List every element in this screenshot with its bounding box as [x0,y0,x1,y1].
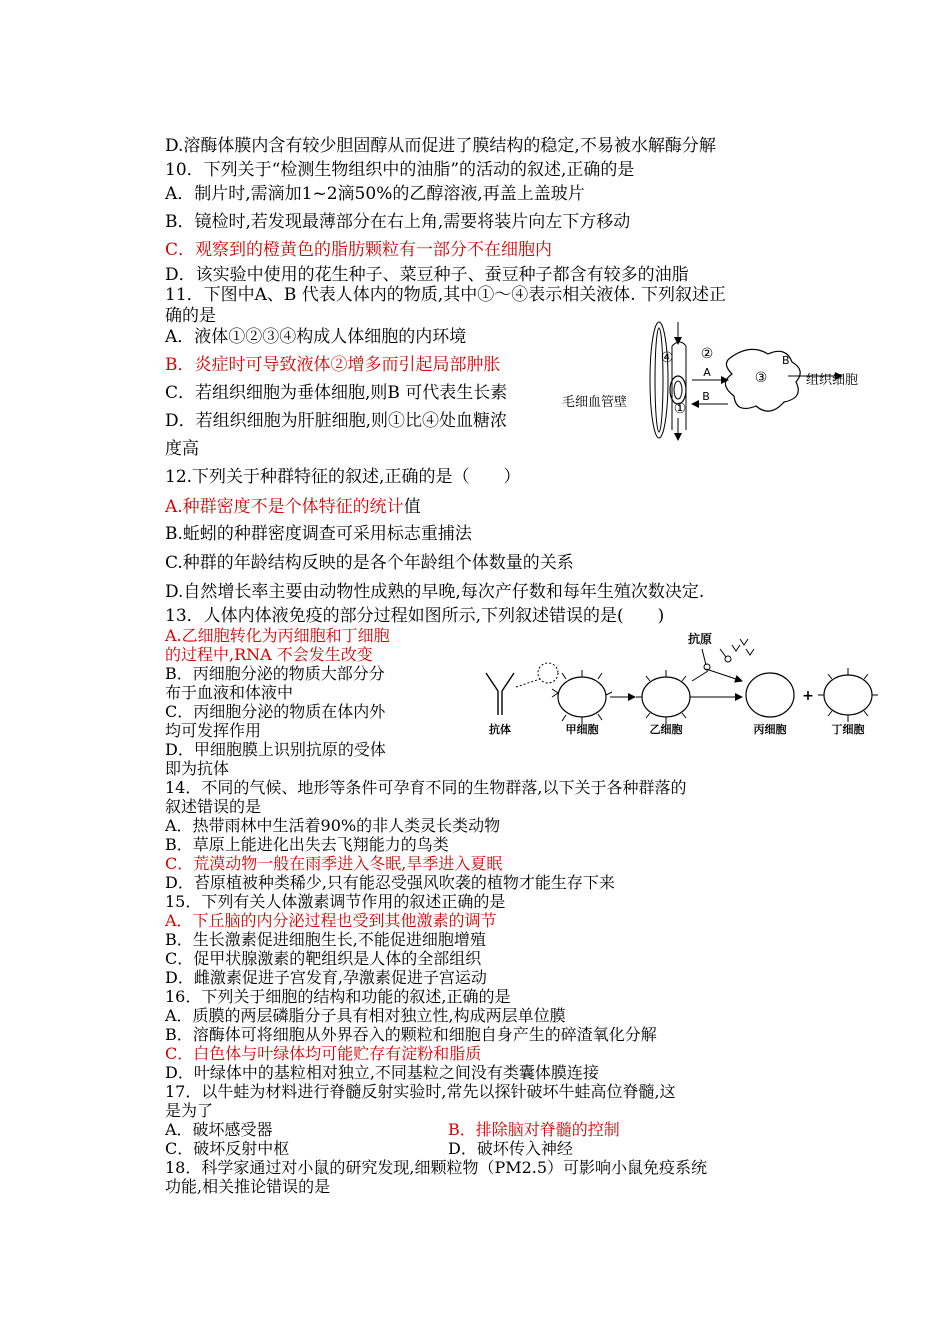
fig13-label-ding: 丁细胞 [831,723,865,736]
fig13-label-jia: 甲细胞 [565,723,599,736]
antibody-icon [486,673,514,715]
q10-option-c: C．观察到的橙黄色的脂肪颗粒有一部分不在细胞内 [165,240,553,260]
fig11-label-capillary-wall: 毛细血管壁 [562,395,628,410]
q14-stem-cont: 叙述错误的是 [165,797,262,816]
q17-stem: 17．以牛蛙为材料进行脊髓反射实验时,常先以探针破坏牛蛙高位脊髓,这 [165,1082,676,1101]
q12-option-a [165,497,421,517]
cell-yi [636,670,696,724]
fig11-label-b-bottom: B [702,390,710,403]
q12-stem: 12.下列关于种群特征的叙述,正确的是（ ） [165,467,521,487]
q13-stem: 13．人体内体液免疫的部分过程如图所示,下列叙述错误的是( ) [165,606,665,626]
q12-option-d: D.自然增长率主要由动物性成熟的早晚,每次产仔数和每年生殖次数决定. [165,582,705,602]
q13-option-a-cont: 的过程中,RNA 不会发生改变 [165,645,373,664]
q12-option-a-red: A.种群密度不是个体特征的统计 [165,497,404,517]
q10-option-a: A．制片时,需滴加1~2滴50%的乙醇溶液,再盖上盖玻片 [165,184,585,204]
fig13-label-yi: 乙细胞 [649,723,683,736]
q15-option-d: D．雌激素促进子宫发育,孕激素促进子宫运动 [165,968,487,987]
immune-diagram [470,625,890,740]
q17-option-c: C．破坏反射中枢 [165,1139,290,1158]
q13-option-b: B．丙细胞分泌的物质大部分分 [165,664,385,683]
q15-option-c: C．促甲状腺激素的靶组织是人体的全部组织 [165,949,482,968]
q13-option-a: A.乙细胞转化为丙细胞和丁细胞 [165,626,390,645]
q11-option-a: A．液体①②③④构成人体细胞的内环境 [165,327,467,347]
q16-option-c: C．白色体与叶绿体均可能贮存有淀粉和脂质 [165,1044,482,1063]
q11-option-b: B．炎症时可导致液体②增多而引起局部肿胀 [165,355,501,375]
q14-option-b: B．草原上能进化出失去飞翔能力的鸟类 [165,835,449,854]
q12-option-a-tail: 值 [403,497,421,517]
fig11-label-4: ④ [660,350,674,366]
q16-option-a: A．质膜的两层磷脂分子具有相对独立性,构成两层单位膜 [165,1006,566,1025]
q18-stem: 18．科学家通过对小鼠的研究发现,细颗粒物（PM2.5）可影响小鼠免疫系统 [165,1158,708,1177]
q10-option-b: B．镜检时,若发现最薄部分在右上角,需要将装片向左下方移动 [165,212,631,232]
capillary-wall-inner [655,328,663,432]
cell-bing [746,673,794,717]
fig11-label-b-top: B [782,354,790,367]
q13-option-c: C．丙细胞分泌的物质在体内外 [165,702,386,721]
fig11-label-2: ② [700,346,714,362]
q9-option-d: D.溶酶体膜内含有较少胆固醇从而促进了膜结构的稳定,不易被水解酶分解 [165,136,716,156]
q15-option-a: A．下丘脑的内分泌过程也受到其他激素的调节 [165,911,497,930]
q10-option-d: D．该实验中使用的花生种子、菜豆种子、蚕豆种子都含有较多的油脂 [165,265,689,285]
q17-option-b: B．排除脑对脊髓的控制 [448,1120,620,1139]
q13-option-d: D．甲细胞膜上识别抗原的受体 [165,740,386,759]
q11-option-c: C．若组织细胞为垂体细胞,则B 可代表生长素 [165,383,508,403]
q11-option-d: D．若组织细胞为肝脏细胞,则①比④处血糖浓 [165,411,508,431]
fig11-label-tissue-cell: 组织细胞 [806,373,859,388]
fig13-label-antibody: 抗体 [489,723,511,736]
q17-option-d: D．破坏传入神经 [448,1139,573,1158]
q18-stem-cont: 功能,相关推论错误的是 [165,1177,331,1196]
q13-option-b-cont: 布于血液和体液中 [165,683,294,702]
cell-jia [552,670,612,724]
q16-stem: 16．下列关于细胞的结构和功能的叙述,正确的是 [165,987,511,1006]
q12-option-c: C.种群的年龄结构反映的是各个年龄组个体数量的关系 [165,553,574,573]
q16-option-b: B．溶酶体可将细胞从外界吞入的颗粒和细胞自身产生的碎渣氧化分解 [165,1025,657,1044]
receptor-highlight [538,663,558,683]
capillary-wall-outer [650,322,668,438]
fig13-plus: + [802,688,814,704]
q11-stem: 11．下图中A、B 代表人体内的物质,其中①～④表示相关液体. 下列叙述正 [165,285,727,305]
q11-option-d-cont: 度高 [165,439,199,459]
cell-ding [818,668,878,722]
fig11-label-1: ① [673,401,687,417]
q16-option-d: D．叶绿体中的基粒相对独立,不同基粒之间没有类囊体膜连接 [165,1063,599,1082]
q10-stem: 10．下列关于“检测生物组织中的油脂”的活动的叙述,正确的是 [165,160,635,180]
q15-option-b: B．生长激素促进细胞生长,不能促进细胞增殖 [165,930,486,949]
q17-stem-cont: 是为了 [165,1101,214,1120]
capillary-diagram [560,318,880,443]
q13-option-c-cont: 均可发挥作用 [165,721,262,740]
q14-option-d: D．苔原植被种类稀少,只有能忍受强风吹袭的植物才能生存下来 [165,873,615,892]
q14-stem: 14．不同的气候、地形等条件可孕育不同的生物群落,以下关于各种群落的 [165,778,687,797]
q14-option-a: A．热带雨林中生活着90%的非人类灵长类动物 [165,816,501,835]
q12-option-b: B.蚯蚓的种群密度调查可采用标志重捕法 [165,524,472,544]
q14-option-c: C．荒漠动物一般在雨季进入冬眠,旱季进入夏眠 [165,854,503,873]
fig13-label-antigen: 抗原 [688,632,713,646]
fig11-label-a: A [703,366,711,379]
fig13-label-bing: 丙细胞 [753,723,787,736]
q15-stem: 15．下列有关人体激素调节作用的叙述正确的是 [165,892,506,911]
fig11-label-3: ③ [754,370,768,386]
q11-stem-cont: 确的是 [165,306,216,326]
q17-option-a: A．破坏感受器 [165,1120,273,1139]
q13-option-d-cont: 即为抗体 [165,759,230,778]
